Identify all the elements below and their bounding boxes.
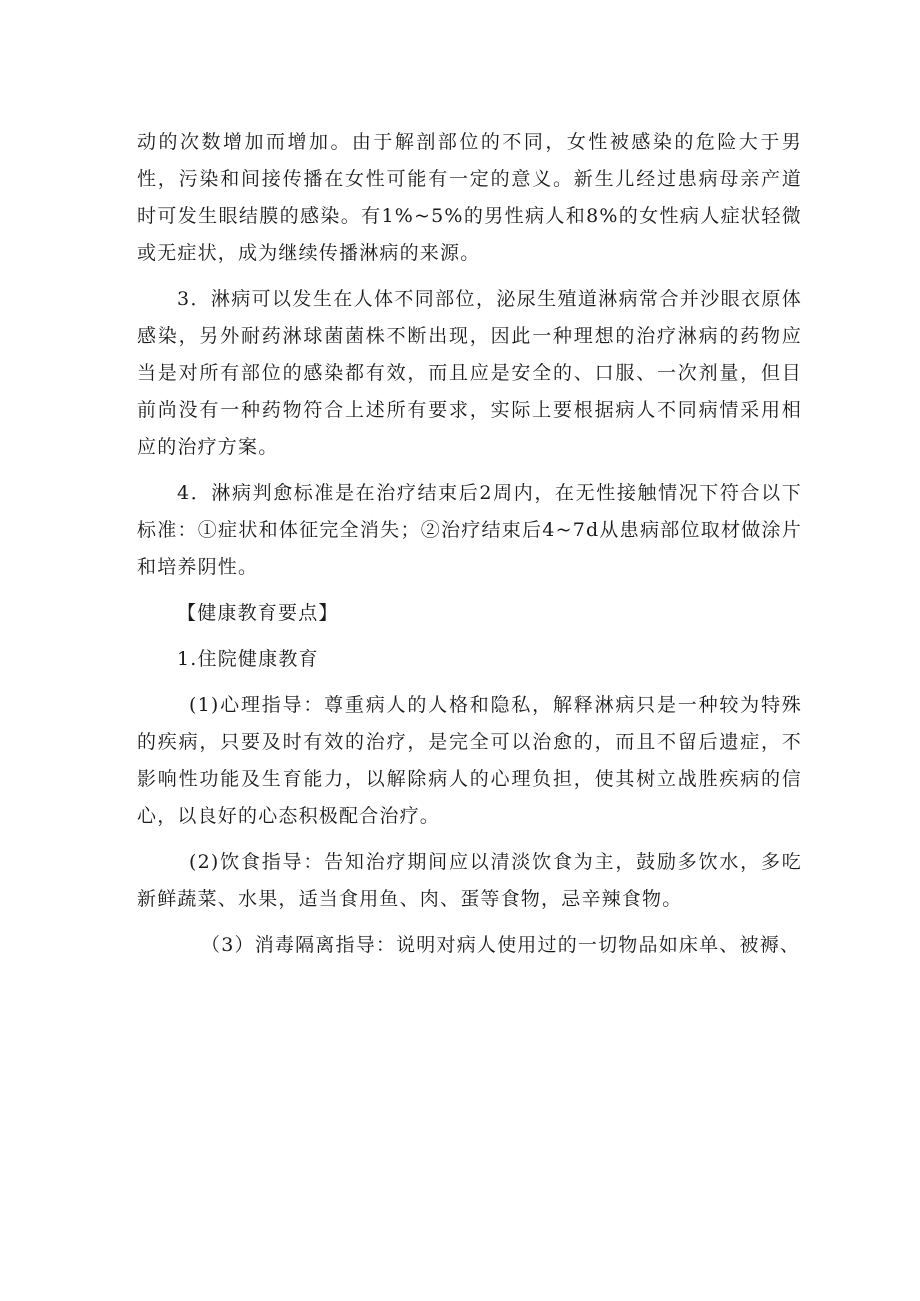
paragraph-disinfection-guidance: （3）消毒隔离指导：说明对病人使用过的一切物品如床单、被褥、	[201, 934, 801, 956]
paragraph-psych-guidance: (1)心理指导：尊重病人的人格和隐私，解释淋病只是一种较为特殊的疾病，只要及时有效的治疗，是完全可以治愈的，而且不留后遗症，不影响性功能及生育能力，以解除病人的心理负担，使其树立战胜疾病的信心，以良好的心态积极配合治疗。	[137, 694, 802, 827]
paragraph-transmission: 动的次数增加而增加。由于解剖部位的不同，女性被感染的危险大于男性，污染和间接传播在女性可能有一定的意义。新生儿经过患病母亲产道时可发生眼结膜的感染。有1%~5%的男性病人和8%的女性病人症状轻微或无症状，成为继续传播淋病的来源。	[137, 131, 802, 264]
section-heading: 【健康教育要点】	[177, 602, 339, 624]
subsection-heading: 1.住院健康教育	[177, 648, 319, 670]
paragraph-diet-guidance: (2)饮食指导：告知治疗期间应以清淡饮食为主，鼓励多饮水，多吃新鲜蔬菜、水果，适当食用鱼、肉、蛋等食物，忌辛辣食物。	[137, 851, 802, 910]
paragraph-item-4: 4．淋病判愈标准是在治疗结束后2周内，在无性接触情况下符合以下标准：①症状和体征完全消失；②治疗结束后4~7d从患病部位取材做涂片和培养阴性。	[137, 482, 802, 578]
paragraph-item-3: 3．淋病可以发生在人体不同部位，泌尿生殖道淋病常合并沙眼衣原体感染，另外耐药淋球菌菌株不断出现，因此一种理想的治疗淋病的药物应当是对所有部位的感染都有效，而且应是安全的、口服、一次剂量，但目前尚没有一种药物符合上述所有要求，实际上要根据病人不同病情采用相应的治疗方案。	[137, 288, 802, 458]
document-body	[137, 124, 802, 973]
